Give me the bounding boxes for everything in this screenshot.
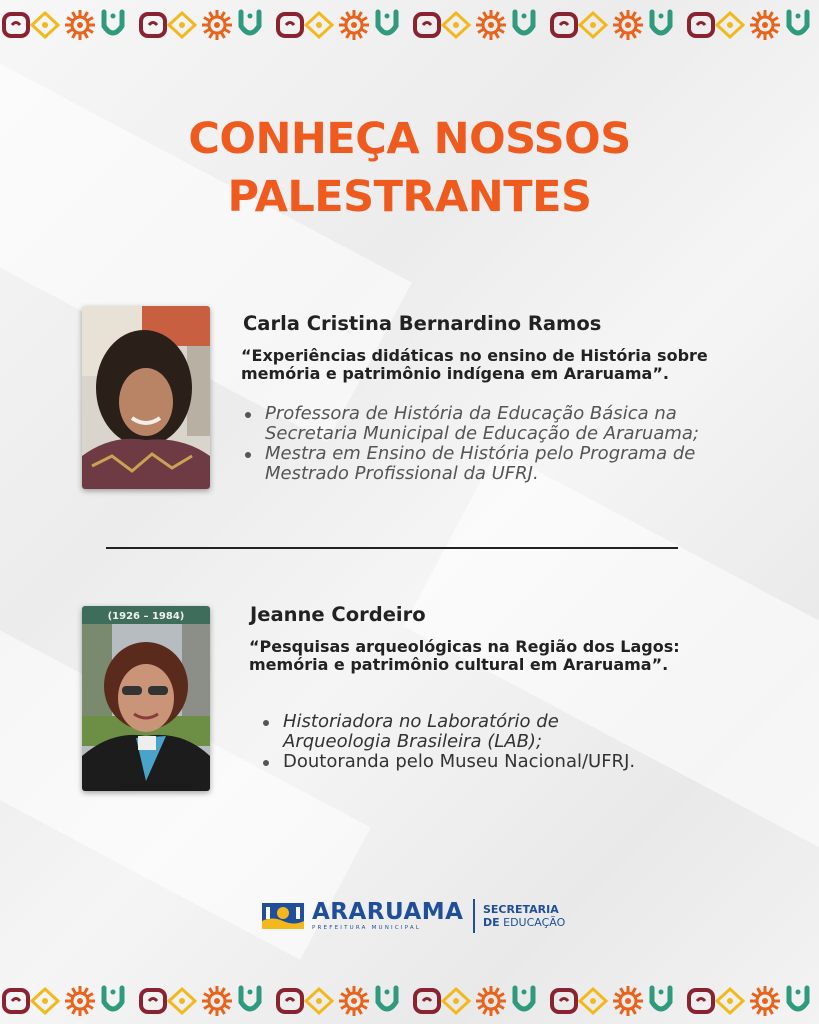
talk-title <box>241 347 708 383</box>
araruama-emblem-icon <box>262 901 304 931</box>
department-line-1: SECRETARIA <box>482 903 559 916</box>
brand-name: ARARUAMA <box>312 899 464 925</box>
tribal-pattern-icon <box>0 980 819 1020</box>
list-item: Mestra em Ensino de História pelo Programa de Mestrado Profissional da UFRJ. <box>243 444 699 484</box>
page-title <box>0 110 819 226</box>
brand-subtitle: PREFEITURA MUNICIPAL <box>312 925 422 931</box>
list-item: Professora de História da Educação Básica na Secretaria Municipal de Educação de Araruama; <box>243 404 699 444</box>
title-line-1: CONHEÇA NOSSOS <box>188 114 631 164</box>
title-line-2: PALESTRANTES <box>227 172 592 222</box>
bottom-pattern-border <box>0 980 819 1020</box>
footer-logo <box>262 896 565 936</box>
list-item: Historiadora no Laboratório de Arqueologia Brasileira (LAB); <box>261 712 635 752</box>
speaker-photo <box>82 306 210 489</box>
speaker-bio-list <box>261 712 635 772</box>
logo-divider <box>473 899 475 933</box>
talk-title-line: “Pesquisas arqueológicas na Região dos Lagos: <box>249 637 680 656</box>
list-item: Doutoranda pelo Museu Nacional/UFRJ. <box>261 752 635 772</box>
department-label <box>483 903 565 929</box>
talk-title-line: memória e patrimônio indígena em Araruama”. <box>241 364 669 383</box>
talk-title-line: “Experiências didáticas no ensino de História sobre <box>241 346 708 365</box>
speaker-name: Jeanne Cordeiro <box>250 603 426 626</box>
talk-title-line: memória e patrimônio cultural em Araruama”. <box>249 655 669 674</box>
top-pattern-border <box>0 4 819 44</box>
speaker-photo <box>82 606 210 791</box>
department-line-2-bold: DE <box>482 916 500 929</box>
divider <box>106 547 678 549</box>
speaker-name: Carla Cristina Bernardino Ramos <box>243 312 602 335</box>
department-line-2: EDUCAÇÃO <box>503 916 566 929</box>
tribal-pattern-icon <box>0 4 819 44</box>
photo-sign-text: (1926 – 1984) <box>107 611 185 622</box>
speaker-bio-list <box>243 404 699 484</box>
talk-title <box>249 638 680 674</box>
